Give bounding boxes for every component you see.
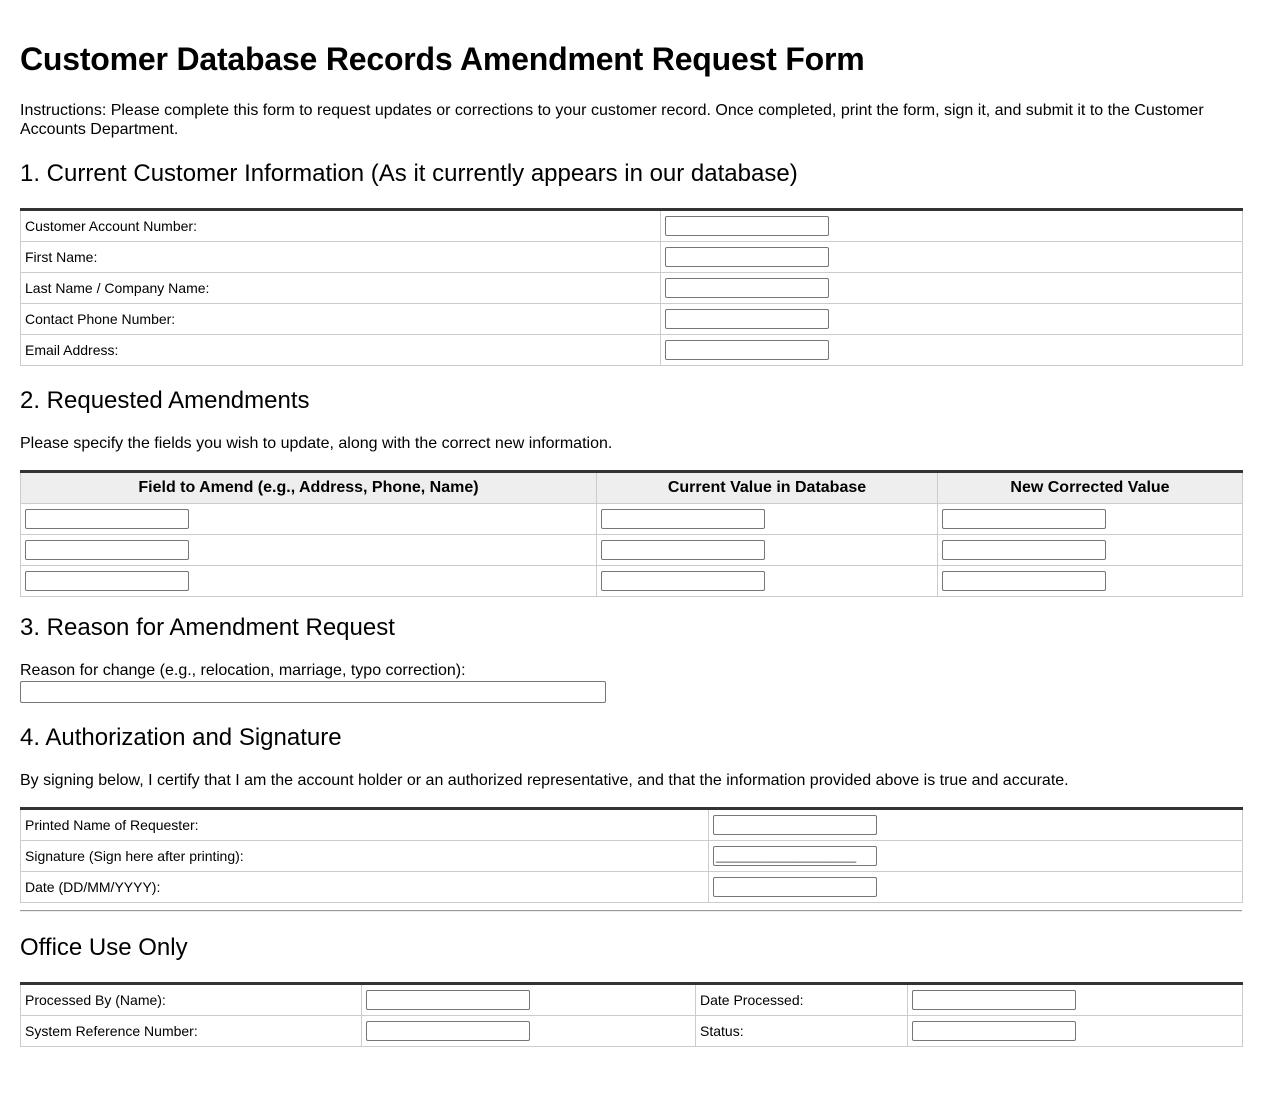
- field-label: Signature (Sign here after printing):: [21, 841, 709, 872]
- status-input[interactable]: [912, 1021, 1076, 1041]
- certification-statement: By signing below, I certify that I am the account holder or an authorized representative, and that the information provided above is true and accurate.: [20, 772, 1069, 789]
- email-input[interactable]: [665, 340, 829, 360]
- field-label: Printed Name of Requester:: [21, 809, 709, 841]
- field-to-amend-input[interactable]: [25, 571, 189, 591]
- current-info-table: [20, 208, 1243, 366]
- field-to-amend-input[interactable]: [25, 509, 189, 529]
- table-row: [21, 304, 1243, 335]
- field-label: Processed By (Name):: [21, 984, 362, 1016]
- column-header: Current Value in Database: [597, 472, 938, 504]
- signature-input[interactable]: _____________________: [713, 846, 877, 866]
- table-row: [21, 535, 1243, 566]
- current-value-input[interactable]: [601, 509, 765, 529]
- reason-input[interactable]: [20, 681, 606, 703]
- current-value-input[interactable]: [601, 540, 765, 560]
- section1-heading: 1. Current Customer Information (As it currently appears in our database): [20, 160, 798, 187]
- field-label: Date Processed:: [696, 984, 908, 1016]
- signature-table: [20, 807, 1243, 903]
- amendments-table: [20, 470, 1243, 597]
- processed-by-input[interactable]: [366, 990, 530, 1010]
- reference-number-input[interactable]: [366, 1021, 530, 1041]
- instructions-text: Instructions: Please complete this form to request updates or corrections to your customer record. Once completed, print the form, sign it, and submit it to the Customer Accounts Department.: [20, 102, 1204, 138]
- table-row: [21, 242, 1243, 273]
- account-number-input[interactable]: [665, 216, 829, 236]
- office-heading: Office Use Only: [20, 934, 188, 961]
- table-row: [21, 273, 1243, 304]
- field-label: First Name:: [21, 242, 661, 273]
- field-label: Email Address:: [21, 335, 661, 366]
- current-value-input[interactable]: [601, 571, 765, 591]
- field-label: System Reference Number:: [21, 1016, 362, 1047]
- date-processed-input[interactable]: [912, 990, 1076, 1010]
- printed-name-input[interactable]: [713, 815, 877, 835]
- section2-heading: 2. Requested Amendments: [20, 387, 310, 414]
- field-label: Status:: [696, 1016, 908, 1047]
- new-value-input[interactable]: [942, 509, 1106, 529]
- last-name-input[interactable]: [665, 278, 829, 298]
- table-row: [21, 872, 1243, 903]
- column-header: New Corrected Value: [938, 472, 1243, 504]
- field-label: Customer Account Number:: [21, 210, 661, 242]
- field-label: Contact Phone Number:: [21, 304, 661, 335]
- office-use-table: [20, 982, 1243, 1047]
- table-row: [21, 984, 1243, 1016]
- field-label: Date (DD/MM/YYYY):: [21, 872, 709, 903]
- table-row: [21, 809, 1243, 841]
- phone-number-input[interactable]: [665, 309, 829, 329]
- table-row: [21, 335, 1243, 366]
- section4-heading: 4. Authorization and Signature: [20, 724, 342, 751]
- table-row: [21, 210, 1243, 242]
- table-header-row: [21, 472, 1243, 504]
- section2-description: Please specify the fields you wish to update, along with the correct new information.: [20, 435, 613, 452]
- table-row: [21, 566, 1243, 597]
- new-value-input[interactable]: [942, 571, 1106, 591]
- page-title: Customer Database Records Amendment Request Form: [20, 41, 865, 77]
- first-name-input[interactable]: [665, 247, 829, 267]
- table-row: [21, 1016, 1243, 1047]
- reason-label: Reason for change (e.g., relocation, marriage, typo correction):: [20, 662, 466, 679]
- field-label: Last Name / Company Name:: [21, 273, 661, 304]
- section-divider: [20, 910, 1242, 912]
- date-input[interactable]: [713, 877, 877, 897]
- section3-heading: 3. Reason for Amendment Request: [20, 614, 395, 641]
- new-value-input[interactable]: [942, 540, 1106, 560]
- table-row: [21, 841, 1243, 872]
- field-to-amend-input[interactable]: [25, 540, 189, 560]
- table-row: [21, 504, 1243, 535]
- column-header: Field to Amend (e.g., Address, Phone, Name): [21, 472, 597, 504]
